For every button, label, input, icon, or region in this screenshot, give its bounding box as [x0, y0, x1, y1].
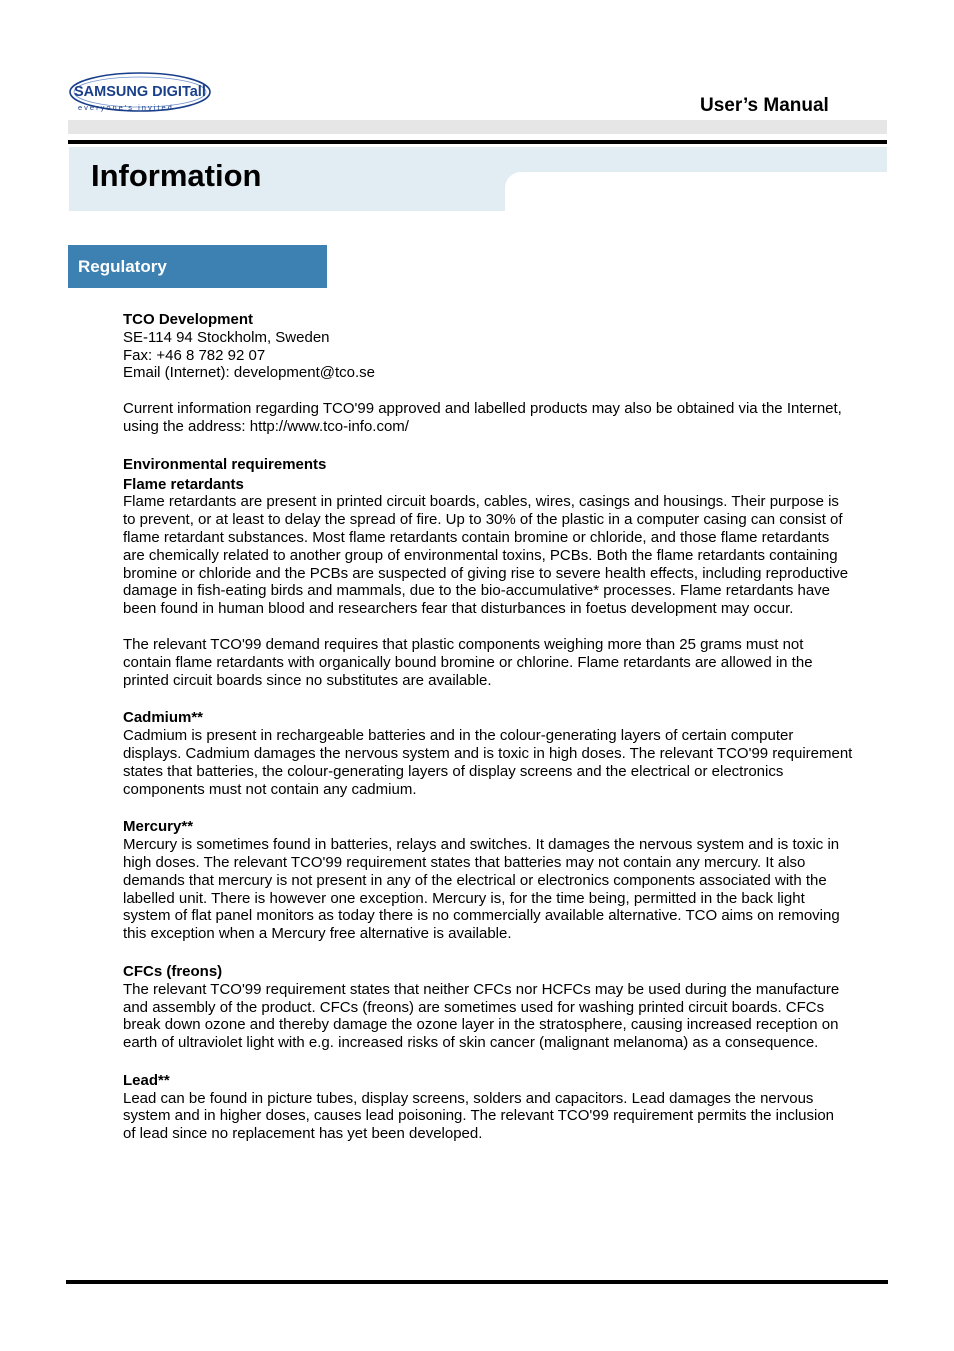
tco-address: SE-114 94 Stockholm, Sweden — [123, 328, 330, 346]
paragraph-line: system of flat panel monitors as today there is no commercially available alternative. TCO aims on removing — [123, 907, 840, 925]
paragraph-line: states that batteries, the colour-generating layers of display screens and the electrical or electronics — [123, 762, 784, 780]
tco-info-line: using the address: http://www.tco-info.com/ — [123, 417, 409, 435]
paragraph-line: to prevent, or at least to delay the spread of fire. Up to 30% of the plastic in a computer casing can consist of — [123, 511, 843, 529]
tco-email: Email (Internet): development@tco.se — [123, 364, 376, 382]
document-body — [123, 311, 885, 1143]
paragraph-line: break down ozone and thereby damage the ozone layer in the stratosphere, causing increased reception on — [123, 1016, 839, 1034]
paragraph-line: demands that mercury is not present in any of the electrical or electronics components associated with the — [123, 871, 827, 889]
section-label: Regulatory — [78, 257, 167, 276]
paragraph-line: components must not contain any cadmium. — [123, 780, 417, 798]
lead-heading: Lead** — [123, 1071, 170, 1089]
tco-heading: TCO Development — [123, 311, 254, 328]
paragraph-line: are chemically related to another group of environmental toxins, PCBs. Both the flame retardants containing — [123, 546, 838, 564]
paragraph-line: high doses. The relevant TCO'99 requirement states that batteries may not contain any mercury. It also — [123, 853, 806, 871]
paragraph-line: damage in fish-eating birds and mammals, due to the bio-accumulative* processes. Flame retardants have — [123, 582, 831, 600]
paragraph-line: flame retardant substances. Most flame retardants contain bromine or chloride, and those flame retardants — [123, 528, 830, 546]
paragraph-line: Flame retardants are present in printed circuit boards, cables, wires, casings and housings. Their purpose is — [123, 493, 839, 511]
paragraph-line: bromine or chloride and the PCBs are suspected of giving rise to severe health effects, including reproductive — [123, 564, 849, 582]
paragraph-line: displays. Cadmium damages the nervous system and is toxic in high doses. The relevant TCO'99 requirement — [123, 744, 853, 762]
logo-text: SAMSUNG DIGITall — [74, 84, 206, 100]
paragraph-line: of lead since no replacement has yet been developed. — [123, 1125, 483, 1143]
environment-heading: Environmental requirements — [123, 455, 327, 473]
cfcs-heading: CFCs (freons) — [123, 962, 223, 980]
page-title: Information — [91, 158, 262, 193]
paragraph-line: contain flame retardants with organically bound bromine or chlorine. Flame retardants are allowed in the — [123, 653, 813, 671]
paragraph-line: earth of ultraviolet light with e.g. increased risks of skin cancer (malignant melanoma) as a consequence. — [123, 1034, 819, 1052]
paragraph-line: and assembly of the product. CFCs (freons) are sometimes used for washing printed circuit boards. CFCs — [123, 998, 825, 1016]
paragraph-line: Mercury is sometimes found in batteries, relays and switches. It damages the nervous system and is toxic in — [123, 836, 840, 854]
logo-tagline: everyone's invited — [78, 103, 174, 112]
mercury-heading: Mercury** — [123, 818, 194, 836]
header-rule — [68, 140, 887, 144]
paragraph-line: The relevant TCO'99 demand requires that plastic components weighing more than 25 grams must not — [123, 635, 804, 653]
paragraph-line: been found in human blood and researchers fear that disturbances in foetus development may occur. — [123, 600, 794, 618]
paragraph-line: The relevant TCO'99 requirement states that neither CFCs nor HCFCs may be used during the manufacture — [123, 980, 840, 998]
paragraph-line: labelled unit. There is however one exception. Mercury is, for the time being, permitted in the back light — [123, 889, 805, 907]
paragraph-line: system and in higher doses, causes lead poisoning. The relevant TCO'99 requirement permits the inclusion — [123, 1107, 835, 1125]
paragraph-line: Lead can be found in picture tubes, display screens, solders and capacitors. Lead damages the nervous — [123, 1089, 814, 1107]
title-banner-curve — [505, 172, 521, 188]
samsung-logo — [68, 70, 218, 116]
footer-rule — [66, 1280, 888, 1284]
title-banner-extension — [505, 147, 887, 172]
section-header — [68, 245, 327, 288]
tco-fax: Fax: +46 8 782 92 07 — [123, 346, 266, 364]
manual-title: User’s Manual — [700, 95, 829, 116]
cadmium-heading: Cadmium** — [123, 709, 204, 727]
paragraph-line: printed circuit boards since no substitutes are available. — [123, 671, 492, 689]
paragraph-line: Cadmium is present in rechargeable batteries and in the colour-generating layers of certain computer — [123, 727, 794, 745]
header-grey-bar — [68, 120, 887, 134]
flame-heading: Flame retardants — [123, 475, 244, 493]
tco-info-line: Current information regarding TCO'99 approved and labelled products may also be obtained via the Internet, — [123, 400, 842, 418]
paragraph-line: this exception when a Mercury free alternative is available. — [123, 925, 512, 943]
